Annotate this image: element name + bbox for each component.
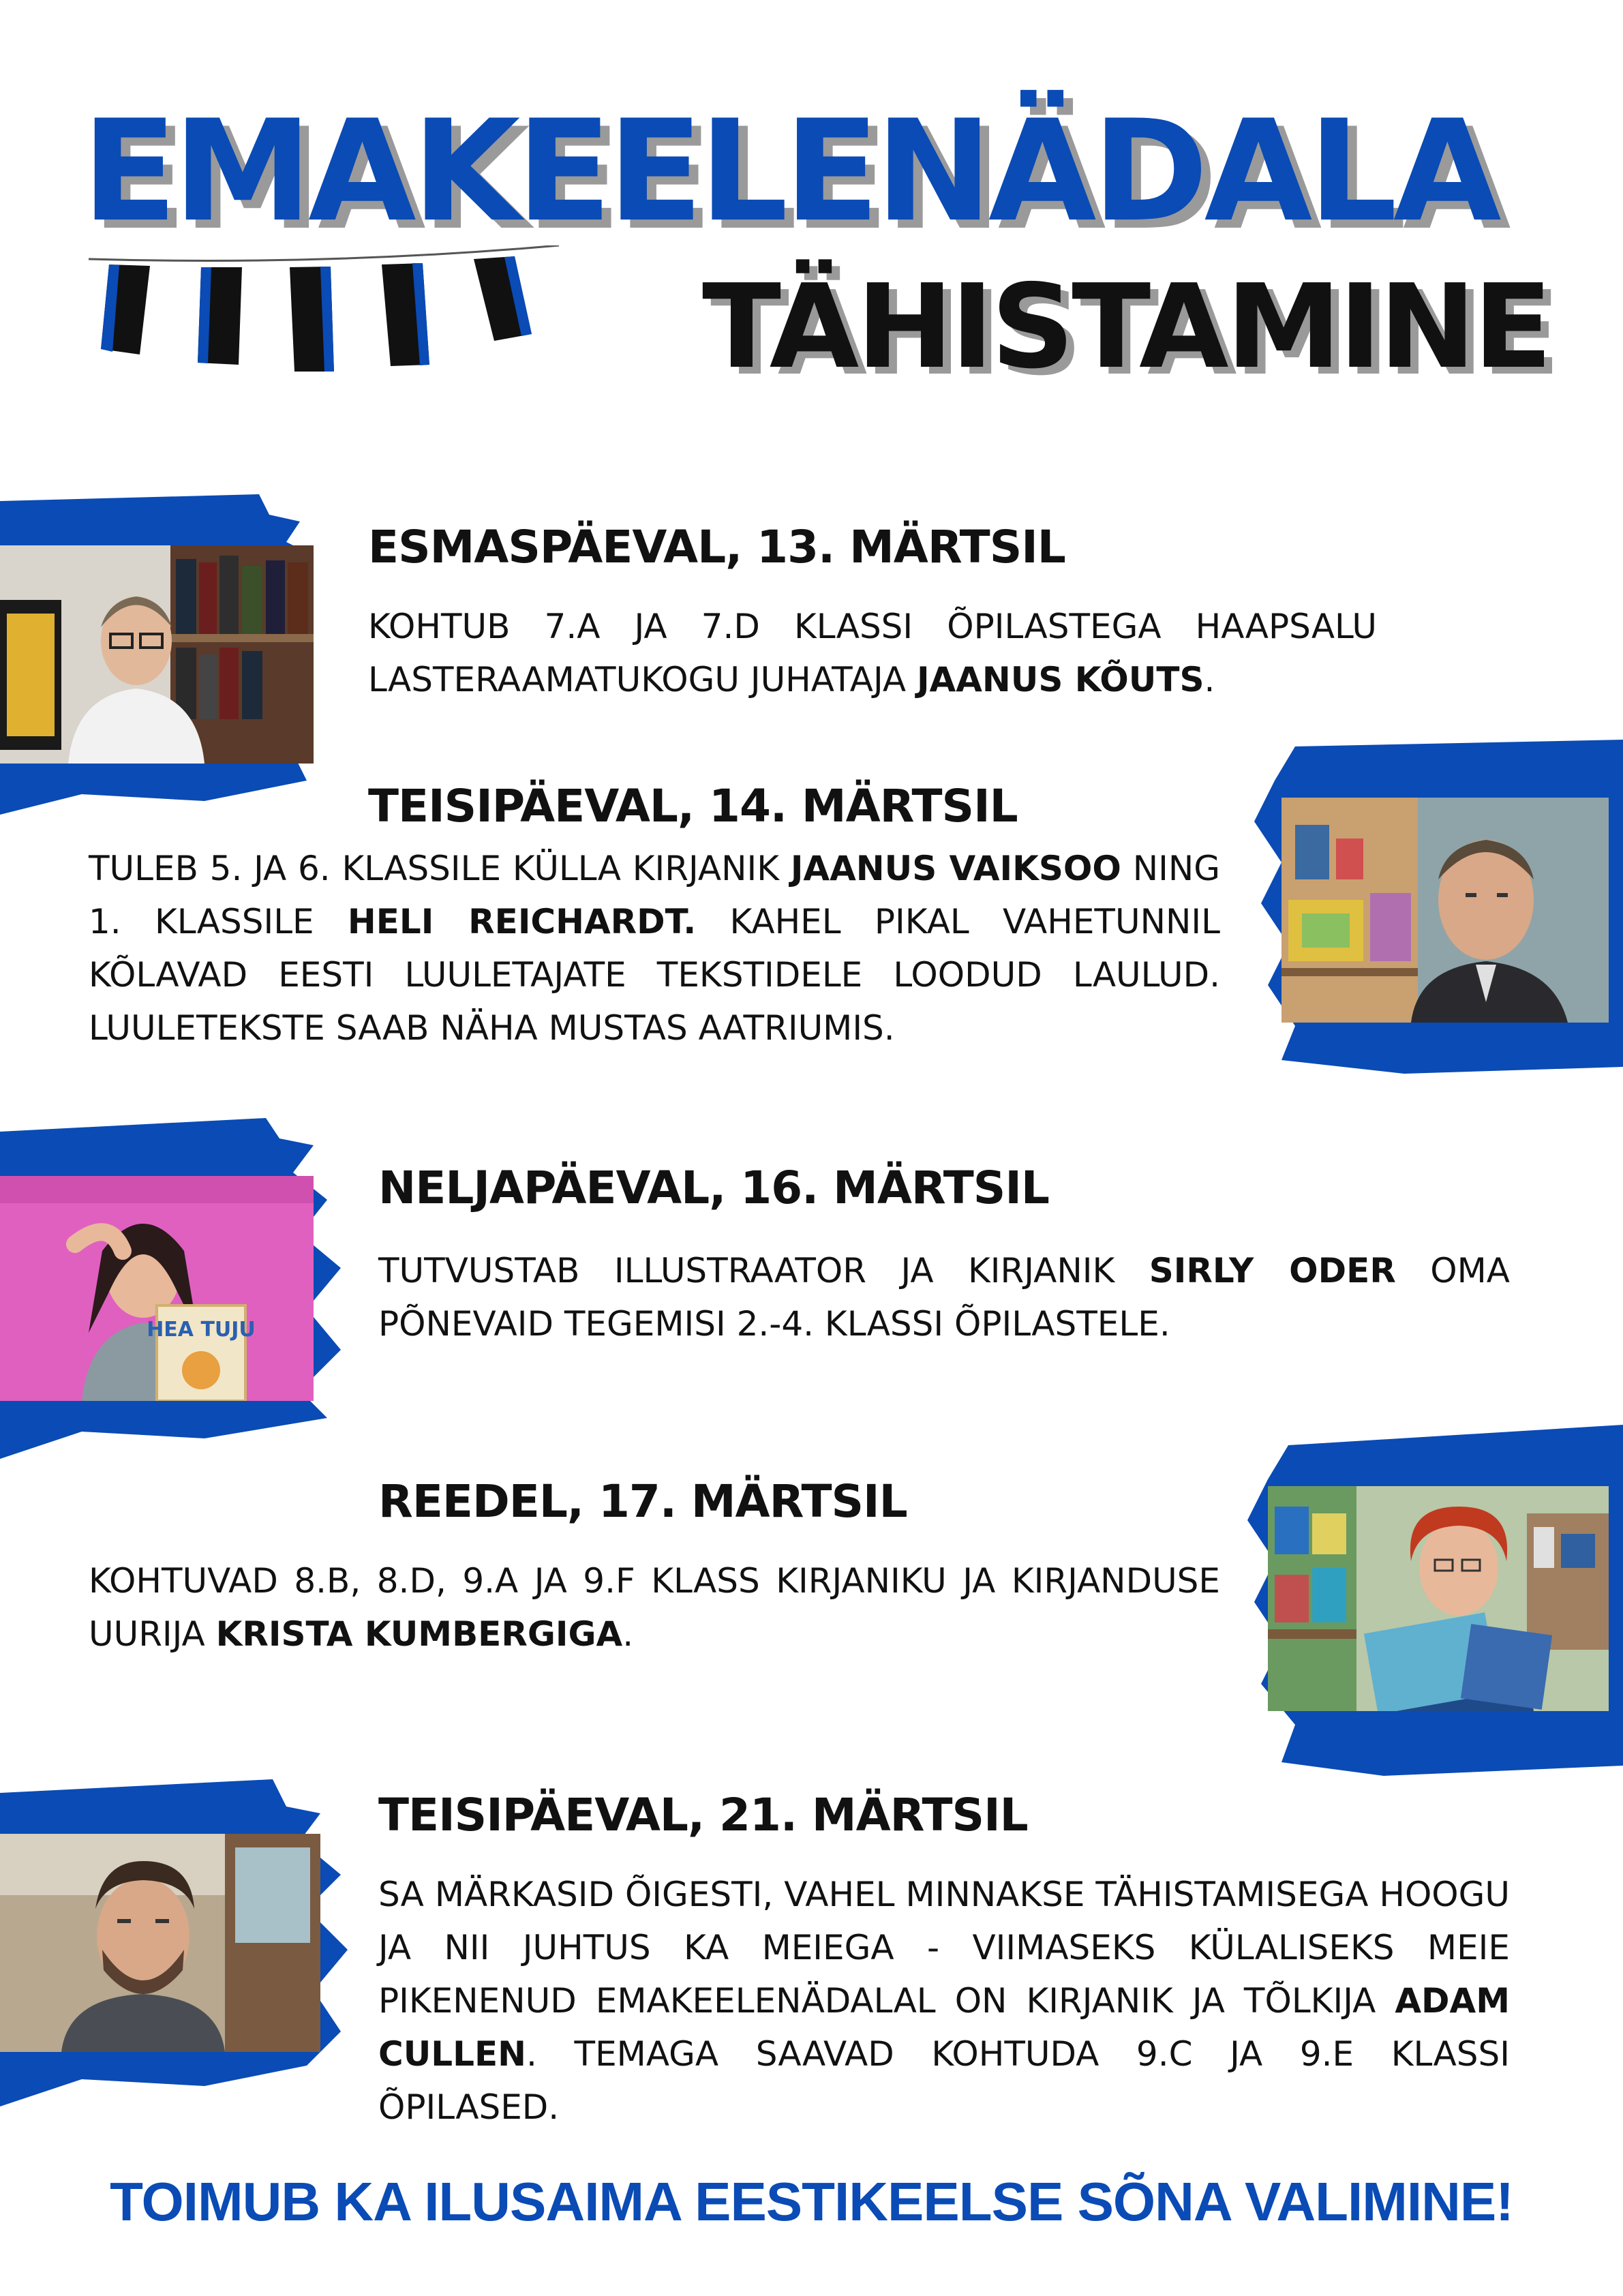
page-subtitle: TÄHISTAMINE xyxy=(702,260,1550,395)
photo-jaanus-vaiksoo xyxy=(1281,798,1609,1023)
photo-adam-cullen xyxy=(0,1834,320,2052)
estonian-flag-bunting-icon xyxy=(82,245,573,395)
guest-name: HELI REICHARDT. xyxy=(347,902,697,941)
event-text-tuesday-14: TULEB 5. JA 6. KLASSILE KÜLLA KIRJANIK JAANUS VAIKSOO NING 1. KLASSILE HELI REICHARDT. KAHEL PIKAL VAHETUNNIL KÕLAVAD EESTI LUULETAJATE TEKSTIDELE LOODUD LAULUD. LUULETEKSTE SAAB NÄHA MUSTAS AATRIUMIS. xyxy=(89,849,1220,1048)
event-text-thursday: TUTVUSTAB ILLUSTRAATOR JA KIRJANIK SIRLY ODER OMA PÕNEVAID TEGEMISI 2.-4. KLASSI ÕPILASTELE. xyxy=(378,1251,1511,1344)
book-title: HEA TUJU xyxy=(147,1318,256,1342)
event-heading-monday: ESMASPÄEVAL, 13. MÄRTSIL xyxy=(368,521,1065,573)
event-text-tuesday-21: SA MÄRKASID ÕIGESTI, VAHEL MINNAKSE TÄHISTAMISEGA HOOGU JA NII JUHTUS KA MEIEGA - VIIMASEKS KÜLALISEKS MEIE PIKENENUD EMAKEELENÄDALAL ON KIRJANIK JA TÕLKIJA ADAM CULLEN. TEMAGA SAAVAD KOHTUDA 9.C JA 9.E KLASSI ÕPILASED. xyxy=(378,1875,1510,2127)
guest-name: JAANUS KÕUTS xyxy=(916,660,1204,699)
guest-name: JAANUS VAIKSOO xyxy=(790,849,1121,888)
guest-name: KRISTA KUMBERGIGA xyxy=(215,1614,623,1654)
photo-sirly-oder xyxy=(0,1176,314,1401)
event-heading-tuesday-21: TEISIPÄEVAL, 21. MÄRTSIL xyxy=(378,1789,1028,1841)
photo-krista-kumberg xyxy=(1268,1486,1609,1711)
event-heading-tuesday-14: TEISIPÄEVAL, 14. MÄRTSIL xyxy=(368,780,1018,832)
photo-jaanus-kouts xyxy=(0,545,314,764)
guest-name: ADAM CULLEN xyxy=(378,1981,1510,2074)
event-heading-thursday: NELJAPÄEVAL, 16. MÄRTSIL xyxy=(378,1162,1049,1214)
event-heading-friday: REEDEL, 17. MÄRTSIL xyxy=(378,1475,907,1528)
footer-announcement: TOIMUB KA ILUSAIMA EESTIKEELSE SÕNA VALIMINE! xyxy=(110,2171,1513,2232)
event-text-friday: KOHTUVAD 8.B, 8.D, 9.A JA 9.F KLASS KIRJANIKU JA KIRJANDUSE UURIJA KRISTA KUMBERGIGA. xyxy=(89,1561,1220,1654)
page-title: EMAKEELENÄDALA xyxy=(82,91,1498,253)
event-text-monday: KOHTUB 7.A JA 7.D KLASSI ÕPILASTEGA HAAPSALU LASTERAAMATUKOGU JUHATAJA JAANUS KÕUTS. xyxy=(368,607,1377,699)
guest-name: SIRLY ODER xyxy=(1149,1251,1396,1290)
